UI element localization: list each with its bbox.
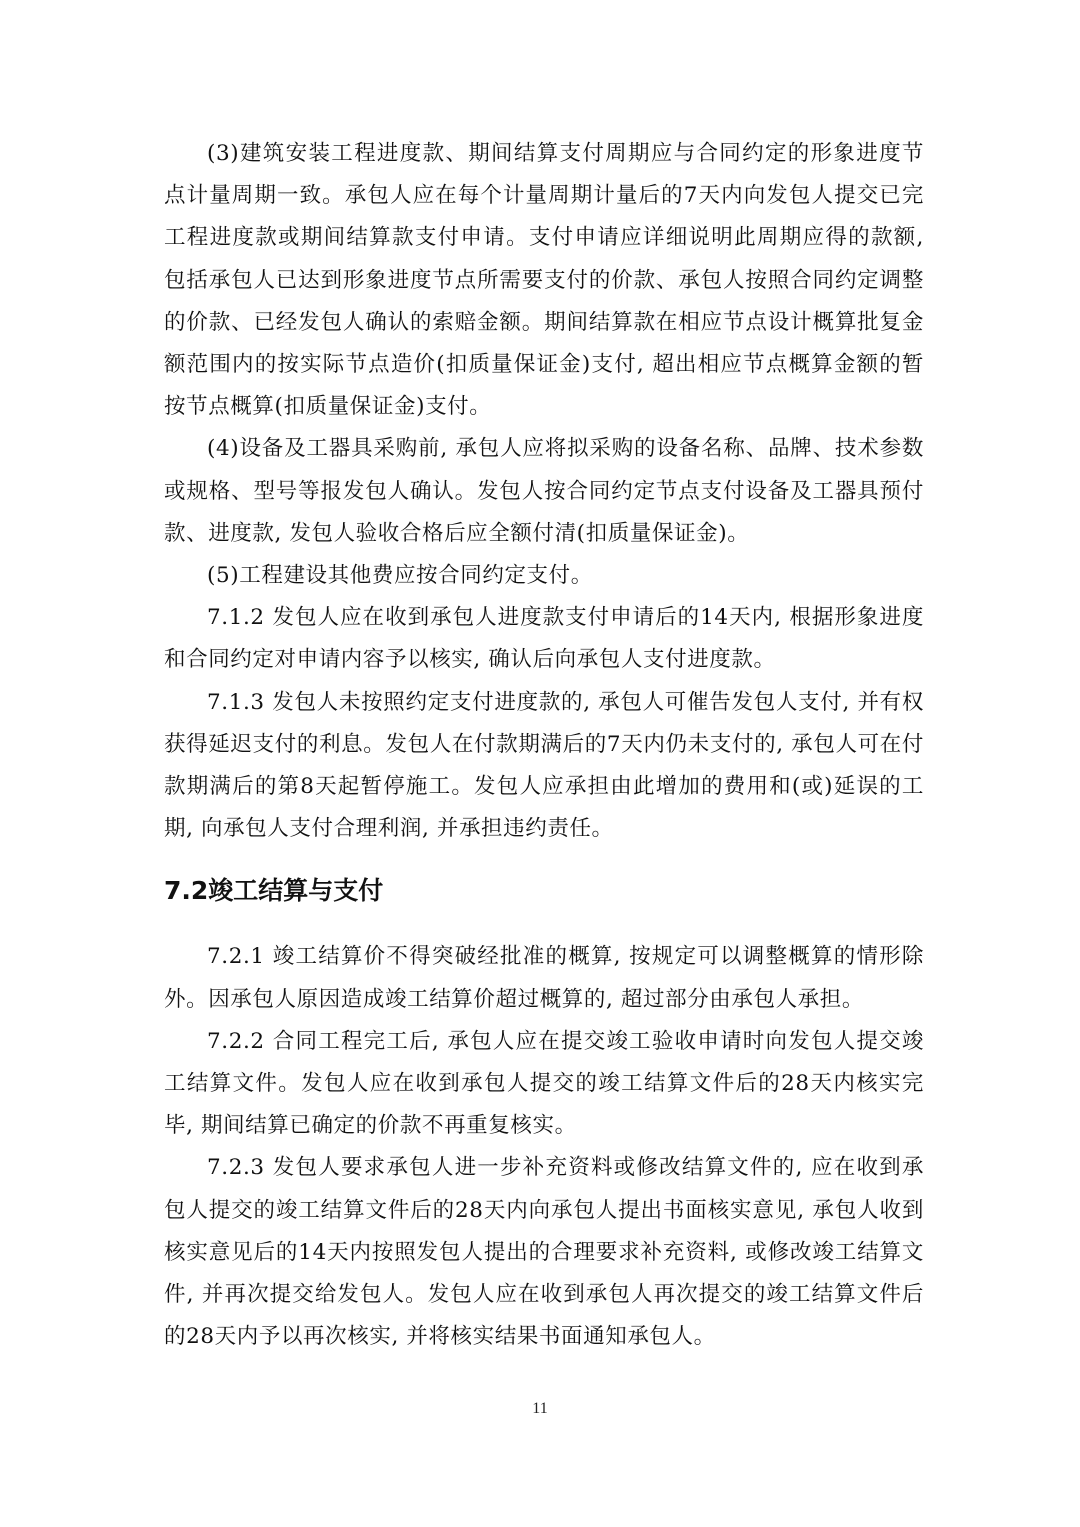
paragraph-clause-7-2-3: 7.2.3 发包人要求承包人进一步补充资料或修改结算文件的, 应在收到承包人提交的竣工结算文件后的28天内向承包人提出书面核实意见, 承包人收到核实意见后的14天内按照发包人提出的合理要求补充资料, 或修改竣工结算文件, 并再次提交给发包人。发包人应在收到承包人再次提交的竣工结算文件后的28天内予以再次核实, 并将核实结果书面通知承包人。 [164,1155,924,1350]
paragraph-clause-7-2-1: 7.2.1 竣工结算价不得突破经批准的概算, 按规定可以调整概算的情形除外。因承包人原因造成竣工结算价超过概算的, 超过部分由承包人承担。 [164,944,924,1012]
paragraph-item-5: (5)工程建设其他费应按合同约定支付。 [207,563,593,589]
page-content [164,133,924,1358]
paragraph-clause-7-2-2: 7.2.2 合同工程完工后, 承包人应在提交竣工验收申请时向发包人提交竣工结算文件。发包人应在收到承包人提交的竣工结算文件后的28天内核实完毕, 期间结算已确定的价款不再重复核实。 [164,1028,924,1139]
paragraph-clause-7-1-2: 7.1.2 发包人应在收到承包人进度款支付申请后的14天内, 根据形象进度和合同约定对申请内容予以核实, 确认后向承包人支付进度款。 [164,605,924,673]
section-heading-7-2: 7.2竣工结算与支付 [164,876,384,906]
page-number: 11 [532,1400,548,1417]
paragraph-clause-7-1-3: 7.1.3 发包人未按照约定支付进度款的, 承包人可催告发包人支付, 并有权获得延迟支付的利息。发包人在付款期满后的7天内仍未支付的, 承包人可在付款期满后的第8天起暂停施工。发包人应承担由此增加的费用和(或)延误的工期, 向承包人支付合理利润, 并承担违约责任。 [164,689,924,842]
section-heading-wrap [164,850,924,936]
paragraph-item-3: (3)建筑安装工程进度款、期间结算支付周期应与合同约定的形象进度节点计量周期一致。承包人应在每个计量周期计量后的7天内向发包人提交已完工程进度款或期间结算款支付申请。支付申请应详细说明此周期应得的款额, 包括承包人已达到形象进度节点所需要支付的价款、承包人按照合同约定调整的价款、已经发包人确认的索赔金额。期间结算款在相应节点设计概算批复金额范围内的按实际节点造价(扣质量保证金)支付, 超出相应节点概算金额的暂按节点概算(扣质量保证金)支付。 [164,141,924,420]
paragraph-item-4: (4)设备及工器具采购前, 承包人应将拟采购的设备名称、品牌、技术参数或规格、型号等报发包人确认。发包人按合同约定节点支付设备及工器具预付款、进度款, 发包人验收合格后应全额付清(扣质量保证金)。 [164,436,924,546]
